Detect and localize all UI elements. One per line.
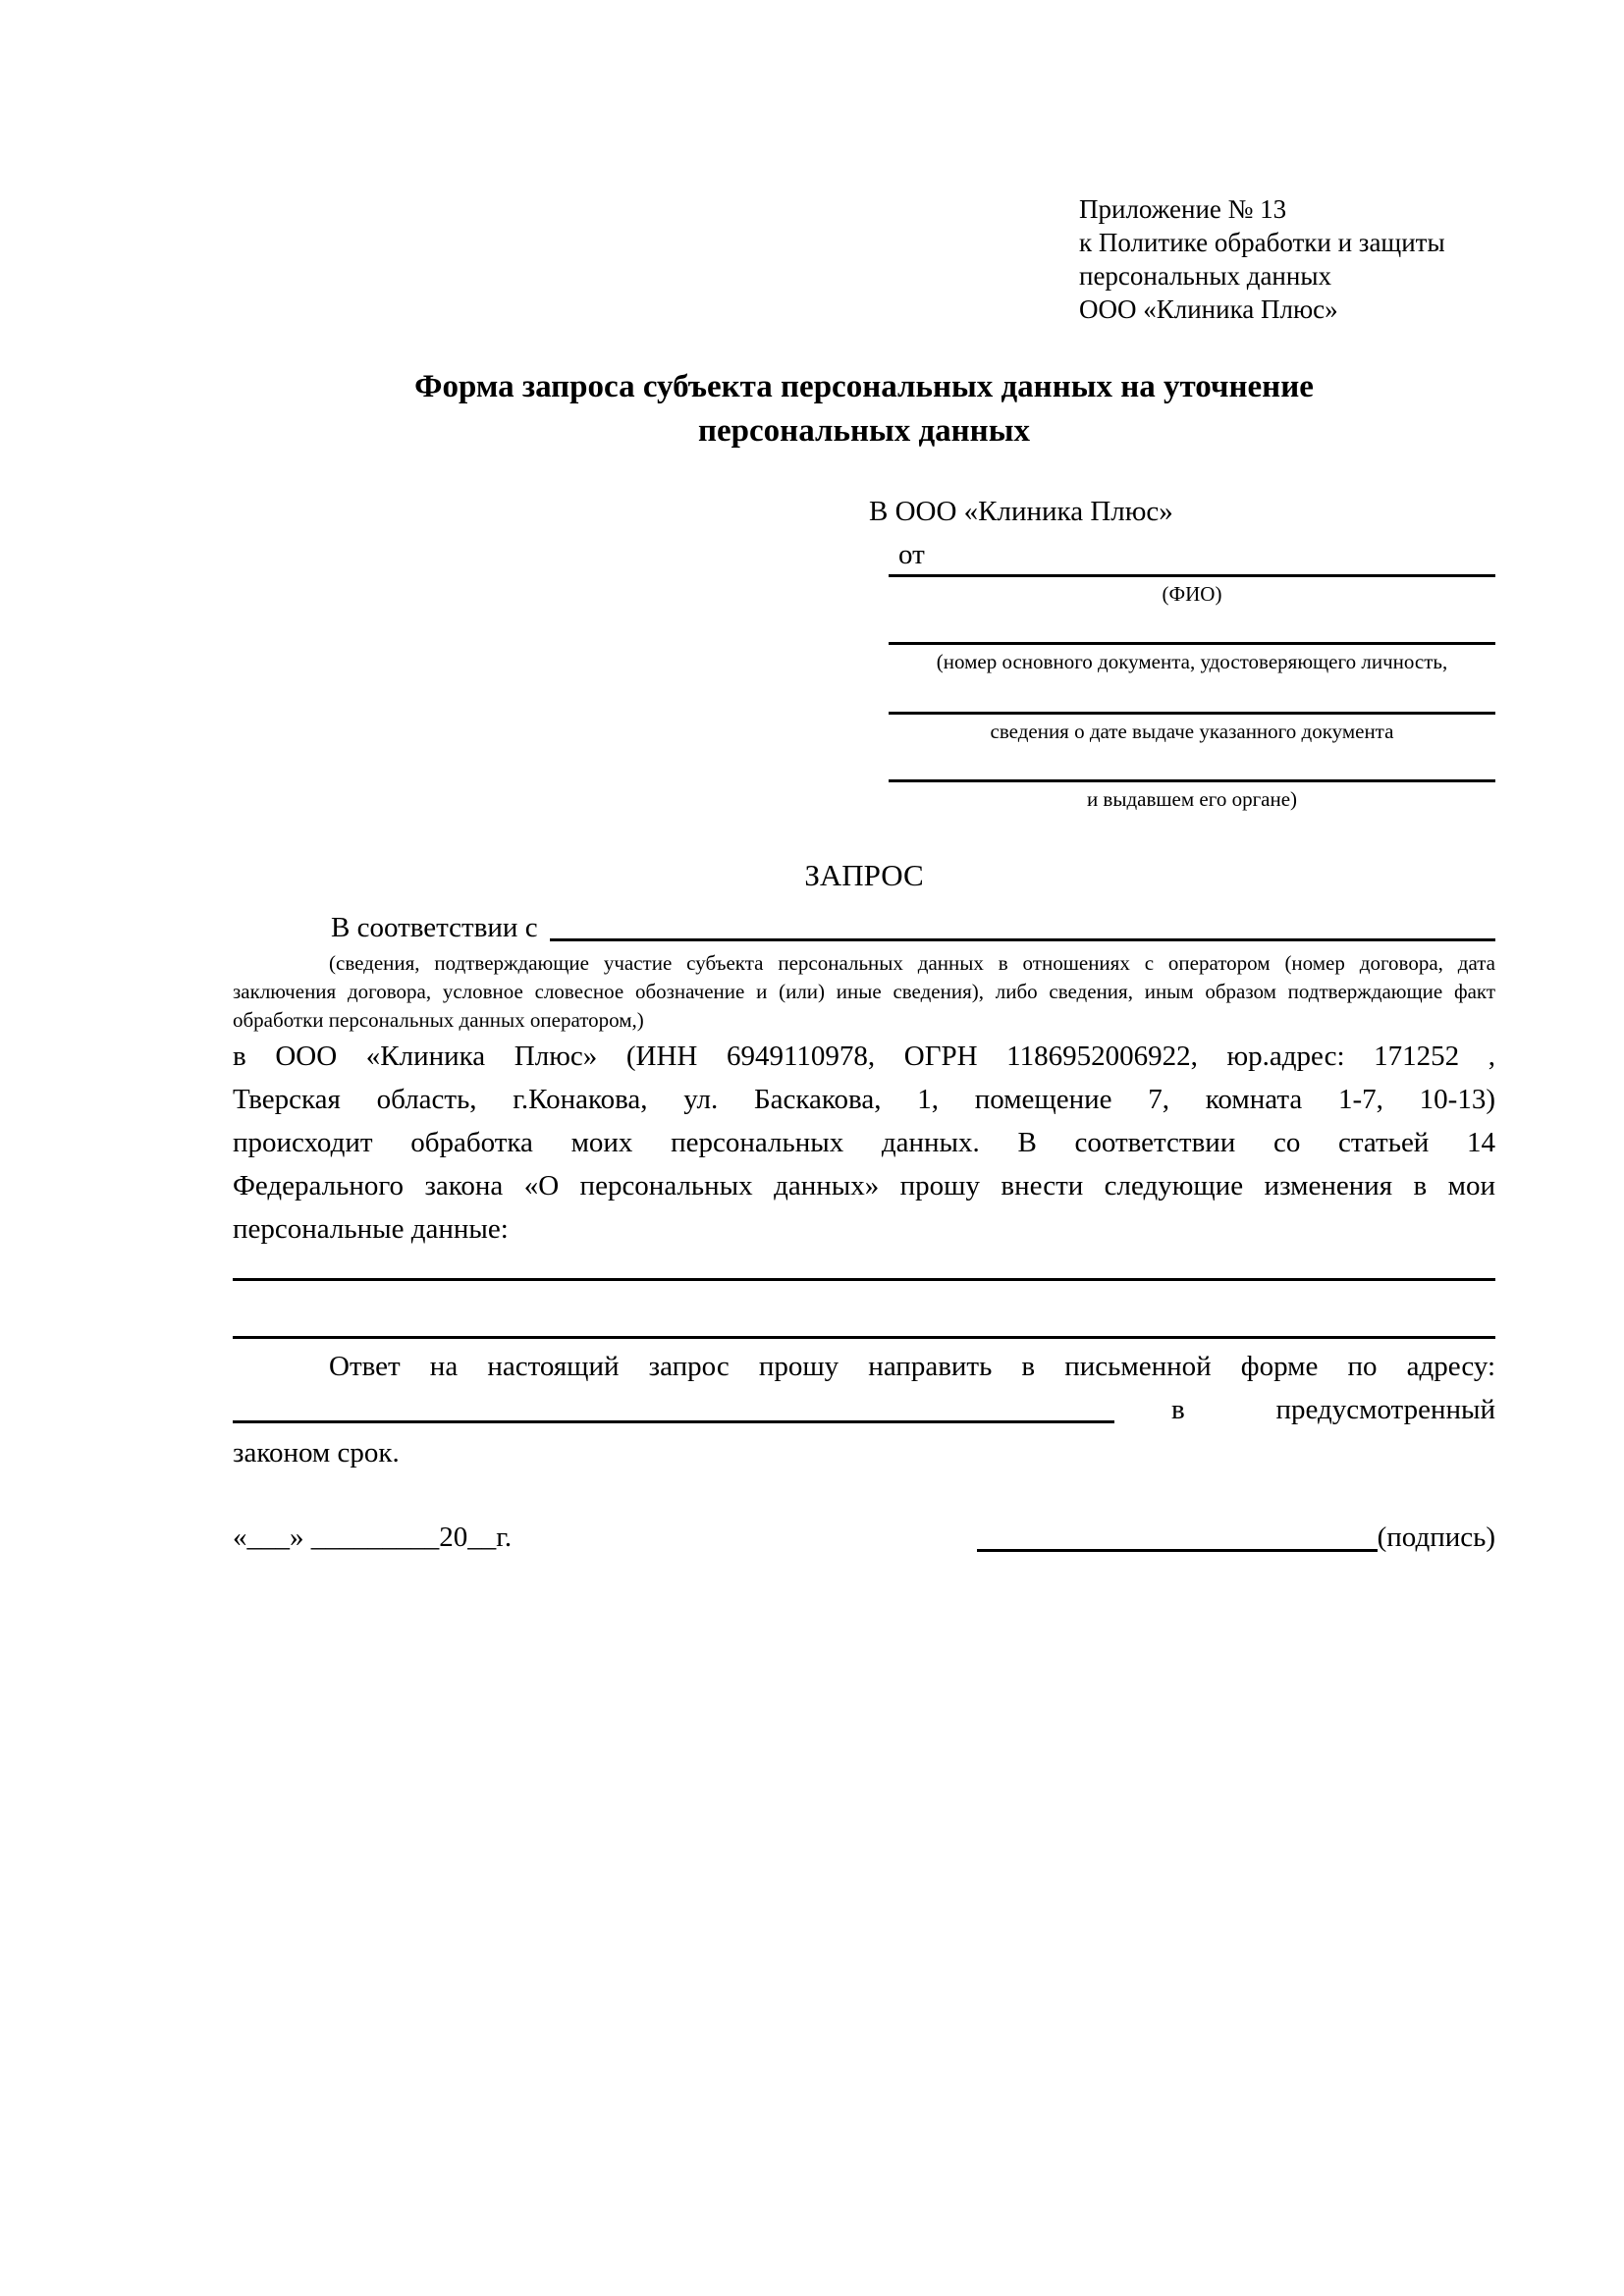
issue-date-blank-line[interactable] (889, 712, 1495, 715)
reply-paragraph (233, 1345, 1495, 1474)
form-title-line: Форма запроса субъекта персональных данных на уточнение (414, 369, 1314, 404)
addressee-block (869, 493, 1495, 812)
lead-in-text: В соответствии с (331, 912, 538, 943)
footnote-line: заключения договора, условное словесное обозначение и (или) иные сведения), либо сведения, иным образом подтверждающие факт (233, 980, 1495, 1003)
document-number-blank-line[interactable] (889, 642, 1495, 645)
signature-group (977, 1516, 1495, 1559)
changes-blank-line-1[interactable] (233, 1278, 1495, 1281)
lead-in-row (233, 906, 1495, 949)
body-line: Федерального закона «О персональных данных» прошу внести следующие изменения в мои (233, 1170, 1495, 1201)
form-title (233, 365, 1495, 454)
request-body (233, 1035, 1495, 1251)
reply-line: законом срок. (233, 1437, 400, 1468)
body-line: происходит обработка моих персональных данных. В соответствии со статьей 14 (233, 1127, 1495, 1158)
reply-word: предусмотренный (1275, 1394, 1495, 1425)
signature-row (233, 1516, 1495, 1559)
body-line: в ООО «Клиника Плюс» (ИНН 6949110978, ОГРН 1186952006922, юр.адрес: 171252 , (233, 1041, 1495, 1072)
appendix-header (1079, 0, 1495, 326)
issuing-authority-caption: и выдавшем его органе) (1086, 787, 1298, 811)
reply-word: в (1171, 1394, 1185, 1425)
reply-address-row (233, 1388, 1495, 1431)
footnote-line: обработки персональных данных оператором,) (233, 1008, 644, 1032)
body-line: Тверская область, г.Конакова, ул. Баскакова, 1, помещение 7, комната 1-7, 10-13) (233, 1084, 1495, 1115)
document-content (233, 0, 1495, 1559)
from-label: от (898, 539, 925, 570)
appendix-header-line: персональных данных (1079, 261, 1331, 291)
document-number-caption: (номер основного документа, удостоверяющего личность, (936, 650, 1448, 673)
basis-blank-line[interactable] (550, 938, 1495, 941)
fio-caption: (ФИО) (1162, 582, 1222, 606)
footnote-text (233, 949, 1495, 1035)
issue-date-caption: сведения о дате выдаче указанного документа (990, 720, 1394, 743)
signature-caption: (подпись) (1377, 1522, 1495, 1553)
appendix-header-line: Приложение № 13 (1079, 194, 1287, 224)
request-heading: ЗАПРОС (804, 858, 924, 892)
footnote-line: (сведения, подтверждающие участие субъекта персональных данных в отношениях с оператором (номер договора, дата (329, 951, 1495, 975)
issuing-authority-blank-line[interactable] (889, 779, 1495, 782)
address-blank-line[interactable] (233, 1420, 1114, 1423)
reply-line: Ответ на настоящий запрос прошу направить в письменной форме по адресу: (329, 1351, 1495, 1382)
fio-blank-line[interactable] (889, 574, 1495, 577)
appendix-header-line: ООО «Клиника Плюс» (1079, 294, 1338, 324)
body-line: персональные данные: (233, 1213, 509, 1245)
appendix-header-line: к Политике обработки и защиты (1079, 228, 1445, 257)
signature-blank-line[interactable] (977, 1549, 1378, 1552)
changes-blank-line-2[interactable] (233, 1336, 1495, 1339)
addressee-organization: В ООО «Клиника Плюс» (869, 496, 1173, 527)
form-title-line: персональных данных (698, 413, 1030, 449)
date-blank-line[interactable]: «___» _________20__г. (233, 1522, 513, 1553)
